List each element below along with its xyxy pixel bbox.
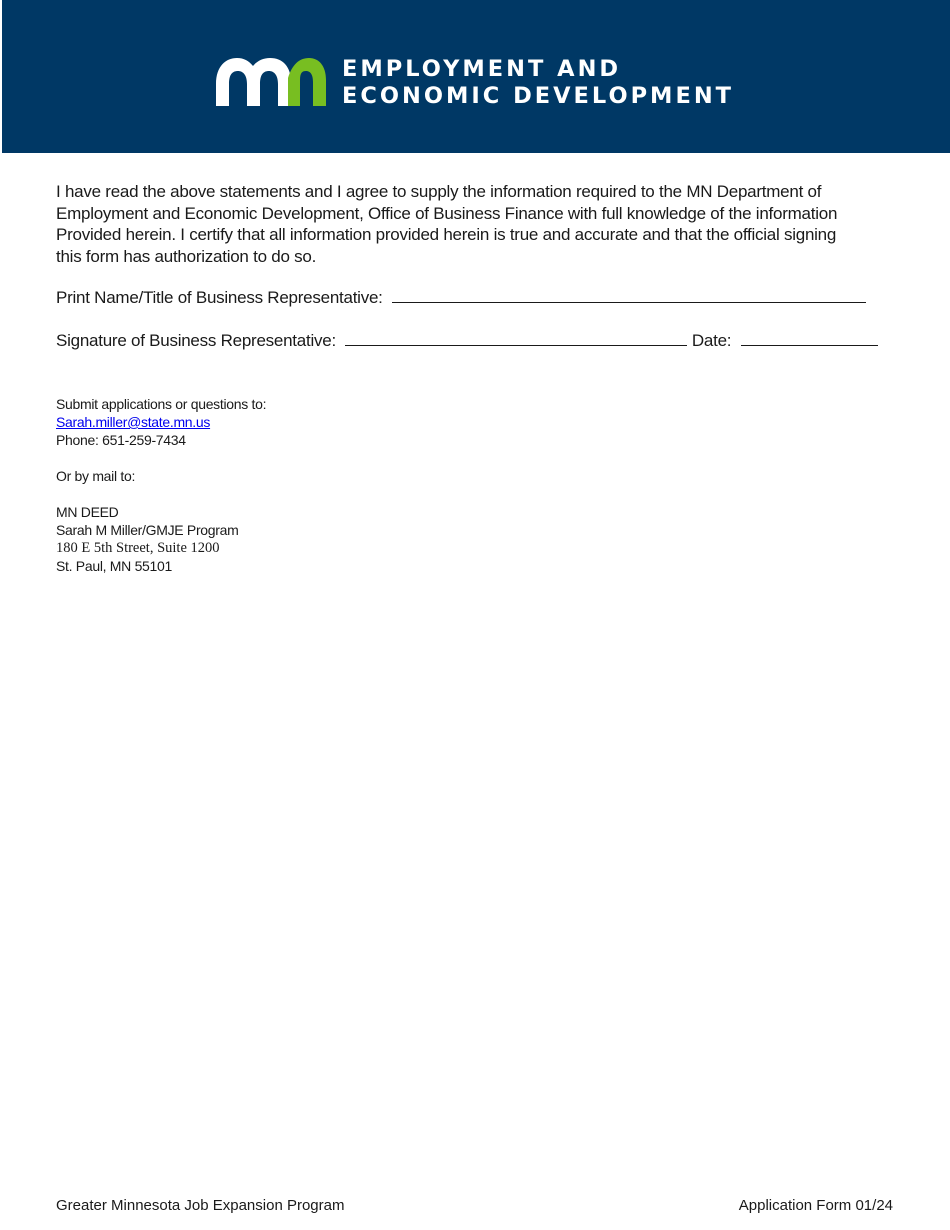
certification-line: I have read the above statements and I agree to supply the information required to the MN Department of [56, 182, 822, 201]
print-name-field[interactable] [392, 288, 866, 303]
mail-instructions: Or by mail to: [56, 468, 136, 484]
address-line: St. Paul, MN 55101 [56, 558, 172, 574]
date-field[interactable] [741, 331, 878, 346]
certification-line: Provided herein. I certify that all information provided herein is true and accurate and that the official signing [56, 225, 837, 245]
signature-row [56, 331, 878, 351]
header-banner [2, 0, 950, 153]
submit-instructions: Submit applications or questions to: [56, 396, 267, 412]
signature-field[interactable] [345, 331, 687, 346]
certification-line: Employment and Economic Development, Office of Business Finance with full knowledge of the information [56, 203, 838, 223]
certification-line: this form has authorization to do so. [56, 247, 317, 267]
signature-label: Signature of Business Representative: [56, 331, 336, 350]
certification-statement [56, 181, 896, 268]
address-line: 180 E 5th Street, Suite 1200 [56, 540, 220, 556]
footer-program-name: Greater Minnesota Job Expansion Program [56, 1197, 345, 1214]
address-line: Sarah M Miller/GMJE Program [56, 522, 239, 538]
address-line: MN DEED [56, 504, 119, 520]
phone-number: Phone: 651-259-7434 [56, 432, 186, 448]
agency-name-line-1: EMPLOYMENT AND [342, 56, 622, 82]
agency-name [342, 56, 734, 110]
contact-block [56, 395, 266, 575]
footer-form-id: Application Form 01/24 [738, 1197, 893, 1214]
mn-logo-icon [216, 58, 326, 106]
date-label: Date: [691, 331, 732, 350]
email-link[interactable]: Sarah.miller@state.mn.us [56, 414, 211, 430]
print-name-label: Print Name/Title of Business Representative: [56, 288, 383, 307]
agency-name-line-2: ECONOMIC DEVELOPMENT [342, 83, 734, 109]
print-name-row [56, 288, 866, 308]
